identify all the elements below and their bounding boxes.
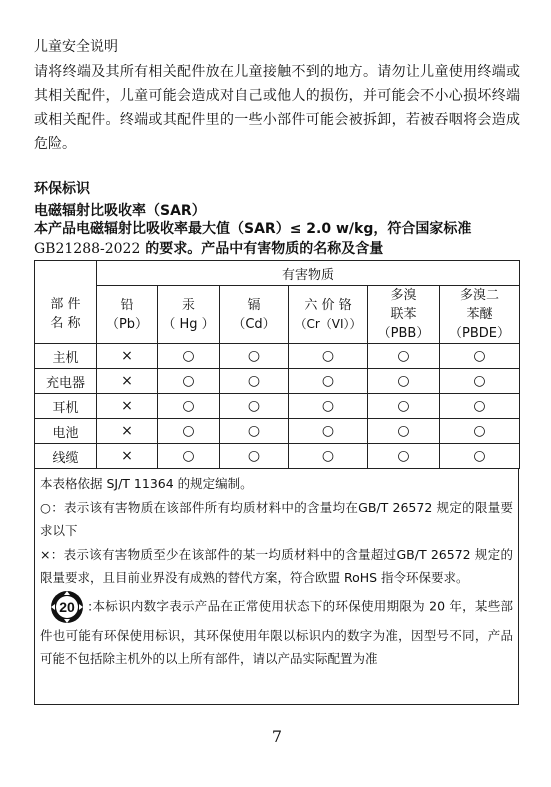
table-row bbox=[35, 419, 520, 444]
col-pbde-name1: 多溴二 bbox=[460, 288, 500, 303]
col-pbde-name2: 苯醚 bbox=[466, 307, 493, 322]
col-pbb bbox=[368, 286, 440, 344]
note-epup bbox=[40, 590, 513, 671]
env-section-title: 环保标识 bbox=[34, 181, 90, 197]
hazard-header: 有害物质 bbox=[97, 261, 520, 286]
col-pbde-symbol: （PBDE） bbox=[449, 326, 511, 341]
substance-cell: ○ bbox=[368, 344, 440, 369]
substance-cell: ○ bbox=[158, 419, 220, 444]
substance-cell: ○ bbox=[368, 419, 440, 444]
note-epup-text: :本标识内数字表示产品在正常使用状态下的环保使用期限为 20 年，某些部件也可能有环保使用标识，其环保使用年限以标识内的数字为准，因型号不同，产品可能不包括除主机外的以上所有部件，请以产品实际配置为准 bbox=[40, 598, 513, 666]
substance-cell: ○ bbox=[220, 419, 289, 444]
page-number: 7 bbox=[271, 727, 283, 746]
note-standard: 本表格依据 SJ/T 11364 的规定编制。 bbox=[40, 476, 253, 491]
col-pbde bbox=[440, 286, 520, 344]
substance-cell: ○ bbox=[220, 394, 289, 419]
substance-cell: ○ bbox=[158, 369, 220, 394]
note-circle: ○：表示该有害物质在该部件所有均质材料中的含量均在GB/T 26572 规定的限量要求以下 bbox=[40, 499, 513, 538]
part-name-cell: 充电器 bbox=[35, 369, 97, 394]
col-lead-symbol: （Pb） bbox=[105, 316, 149, 332]
substance-cell: ○ bbox=[220, 444, 289, 469]
col-pbb-symbol: （PBB） bbox=[377, 326, 430, 341]
substance-cell: × bbox=[97, 419, 158, 444]
substance-cell: ○ bbox=[289, 444, 368, 469]
col-mercury-name: 汞 bbox=[181, 297, 195, 313]
part-name-cell: 耳机 bbox=[35, 394, 97, 419]
part-header bbox=[35, 286, 97, 344]
substance-cell: × bbox=[97, 344, 158, 369]
epup-logo-icon bbox=[50, 590, 84, 624]
substance-cell: ○ bbox=[220, 344, 289, 369]
table-row bbox=[35, 369, 520, 394]
substance-cell: ○ bbox=[440, 369, 520, 394]
standard-code: GB21288-2022 bbox=[34, 241, 141, 257]
col-pbb-name2: 联苯 bbox=[390, 307, 417, 322]
part-name-cell: 电池 bbox=[35, 419, 97, 444]
col-cadmium-symbol: （Cd） bbox=[232, 316, 276, 332]
substance-cell: ○ bbox=[158, 394, 220, 419]
substance-cell: ○ bbox=[440, 344, 520, 369]
col-lead bbox=[97, 286, 158, 344]
table-row bbox=[35, 344, 520, 369]
col-chromium bbox=[289, 286, 368, 344]
sar-statement: 本产品电磁辐射比吸收率最大值（SAR）≤ 2.0 w/kg，符合国家标准 bbox=[34, 221, 472, 237]
substance-cell: ○ bbox=[440, 444, 520, 469]
table-notes bbox=[34, 469, 519, 705]
col-chromium-symbol: （Cr（VI）） bbox=[294, 316, 362, 331]
part-name-cell: 主机 bbox=[35, 344, 97, 369]
substance-cell: ○ bbox=[220, 369, 289, 394]
part-header-line2: 名 称 bbox=[50, 316, 81, 332]
substance-cell: ○ bbox=[440, 394, 520, 419]
sar-title: 电磁辐射比吸收率（SAR） bbox=[34, 203, 206, 219]
epup-logo-svg bbox=[50, 590, 84, 624]
col-chromium-name: 六 价 铬 bbox=[304, 297, 352, 313]
col-mercury-symbol: （ Hg ） bbox=[162, 316, 215, 332]
col-pbb-name1: 多溴 bbox=[390, 288, 417, 303]
hazardous-substances-table bbox=[34, 260, 520, 469]
col-mercury bbox=[158, 286, 220, 344]
child-safety-title: 儿童安全说明 bbox=[34, 39, 118, 55]
substance-cell: × bbox=[97, 394, 158, 419]
table-row bbox=[35, 444, 520, 469]
col-lead-name: 铅 bbox=[120, 297, 134, 313]
child-safety-body: 请将终端及其所有相关配件放在儿童接触不到的地方。请勿让儿童使用终端或其相关配件，儿童可能会造成对自己或他人的损伤，并可能会不小心损坏终端或相关配件。终端或其配件里的一些小部件可能会被拆卸，若被吞咽将会造成危险。 bbox=[34, 64, 520, 152]
part-header-line1: 部 件 bbox=[50, 297, 81, 313]
substance-cell: ○ bbox=[158, 344, 220, 369]
sar-standard-line bbox=[34, 239, 520, 260]
col-cadmium bbox=[220, 286, 289, 344]
substance-cell: × bbox=[97, 444, 158, 469]
substance-cell: × bbox=[97, 369, 158, 394]
substance-cell: ○ bbox=[289, 394, 368, 419]
substance-cell: ○ bbox=[289, 419, 368, 444]
hazard-intro: 的要求。产品中有害物质的名称及含量 bbox=[140, 241, 384, 257]
part-header-blank bbox=[35, 261, 97, 286]
substance-cell: ○ bbox=[289, 344, 368, 369]
substance-cell: ○ bbox=[440, 419, 520, 444]
substance-cell: ○ bbox=[289, 369, 368, 394]
substance-cell: ○ bbox=[368, 444, 440, 469]
substance-cell: ○ bbox=[158, 444, 220, 469]
substance-cell: ○ bbox=[368, 394, 440, 419]
note-cross: ×：表示该有害物质至少在该部件的某一均质材料中的含量超过GB/T 26572 规定的限量要求，且目前业界没有成熟的替代方案，符合欧盟 RoHS 指令环保要求。 bbox=[40, 546, 513, 585]
substance-cell: ○ bbox=[368, 369, 440, 394]
table-row bbox=[35, 394, 520, 419]
part-name-cell: 线缆 bbox=[35, 444, 97, 469]
col-cadmium-name: 镉 bbox=[247, 297, 261, 313]
epup-logo-number: 20 bbox=[59, 598, 75, 615]
